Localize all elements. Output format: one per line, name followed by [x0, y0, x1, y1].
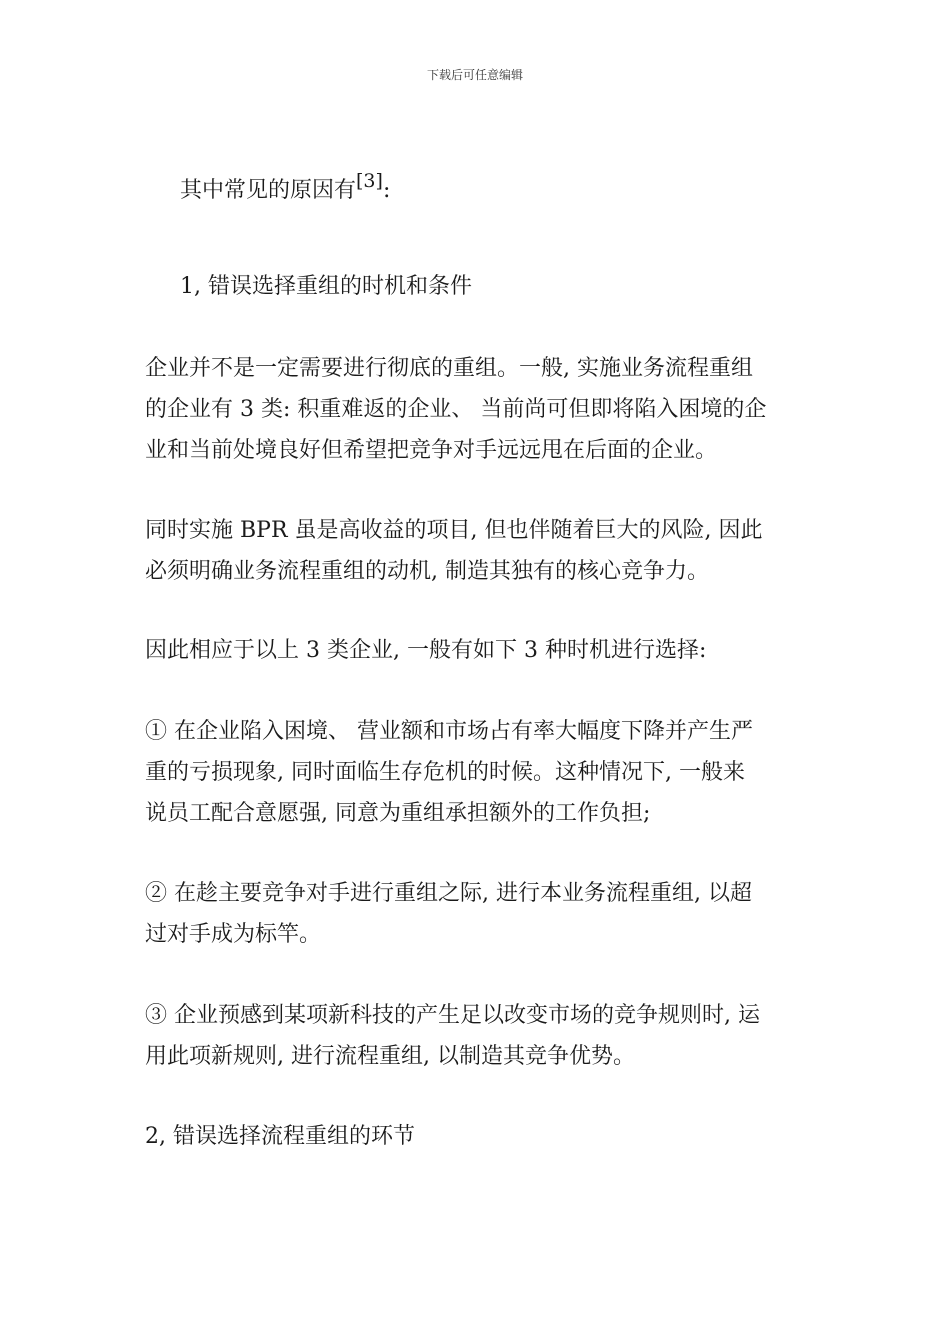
section-heading-2: 2, 错误选择流程重组的环节: [145, 1124, 415, 1149]
intro-text: 其中常见的原因有: [180, 178, 357, 203]
paragraph-1-line-2: 的企业有 3 类: 积重难返的企业、 当前尚可但即将陷入困境的企: [145, 397, 767, 422]
intro-colon: :: [382, 178, 391, 203]
list-item-2-line-1: ② 在趁主要竞争对手进行重组之际, 进行本业务流程重组, 以超: [145, 881, 752, 906]
citation-marker: [3]: [356, 170, 383, 192]
page-header: 下载后可任意编辑: [426, 68, 523, 82]
intro-line: [180, 170, 391, 205]
section-heading-1: 1, 错误选择重组的时机和条件: [180, 274, 472, 299]
list-item-1-line-3: 说员工配合意愿强, 同意为重组承担额外的工作负担;: [145, 801, 651, 826]
list-item-3-line-2: 用此项新规则, 进行流程重组, 以制造其竞争优势。: [145, 1044, 635, 1069]
paragraph-2-line-1: 同时实施 BPR 虽是高收益的项目, 但也伴随着巨大的风险, 因此: [145, 518, 763, 543]
paragraph-3-line-1: 因此相应于以上 3 类企业, 一般有如下 3 种时机进行选择:: [145, 638, 707, 663]
list-item-1-line-2: 重的亏损现象, 同时面临生存危机的时候。这种情况下, 一般来: [145, 760, 745, 785]
list-item-2-line-2: 过对手成为标竿。: [145, 922, 322, 947]
paragraph-1-line-3: 业和当前处境良好但希望把竞争对手远远甩在后面的企业。: [145, 438, 718, 463]
paragraph-2-line-2: 必须明确业务流程重组的动机, 制造其独有的核心竞争力。: [145, 559, 709, 584]
list-item-3-line-1: ③ 企业预感到某项新科技的产生足以改变市场的竞争规则时, 运: [145, 1003, 760, 1028]
list-item-1-line-1: ① 在企业陷入困境、 营业额和市场占有率大幅度下降并产生严: [145, 719, 753, 744]
paragraph-1-line-1: 企业并不是一定需要进行彻底的重组。一般, 实施业务流程重组: [145, 356, 753, 381]
